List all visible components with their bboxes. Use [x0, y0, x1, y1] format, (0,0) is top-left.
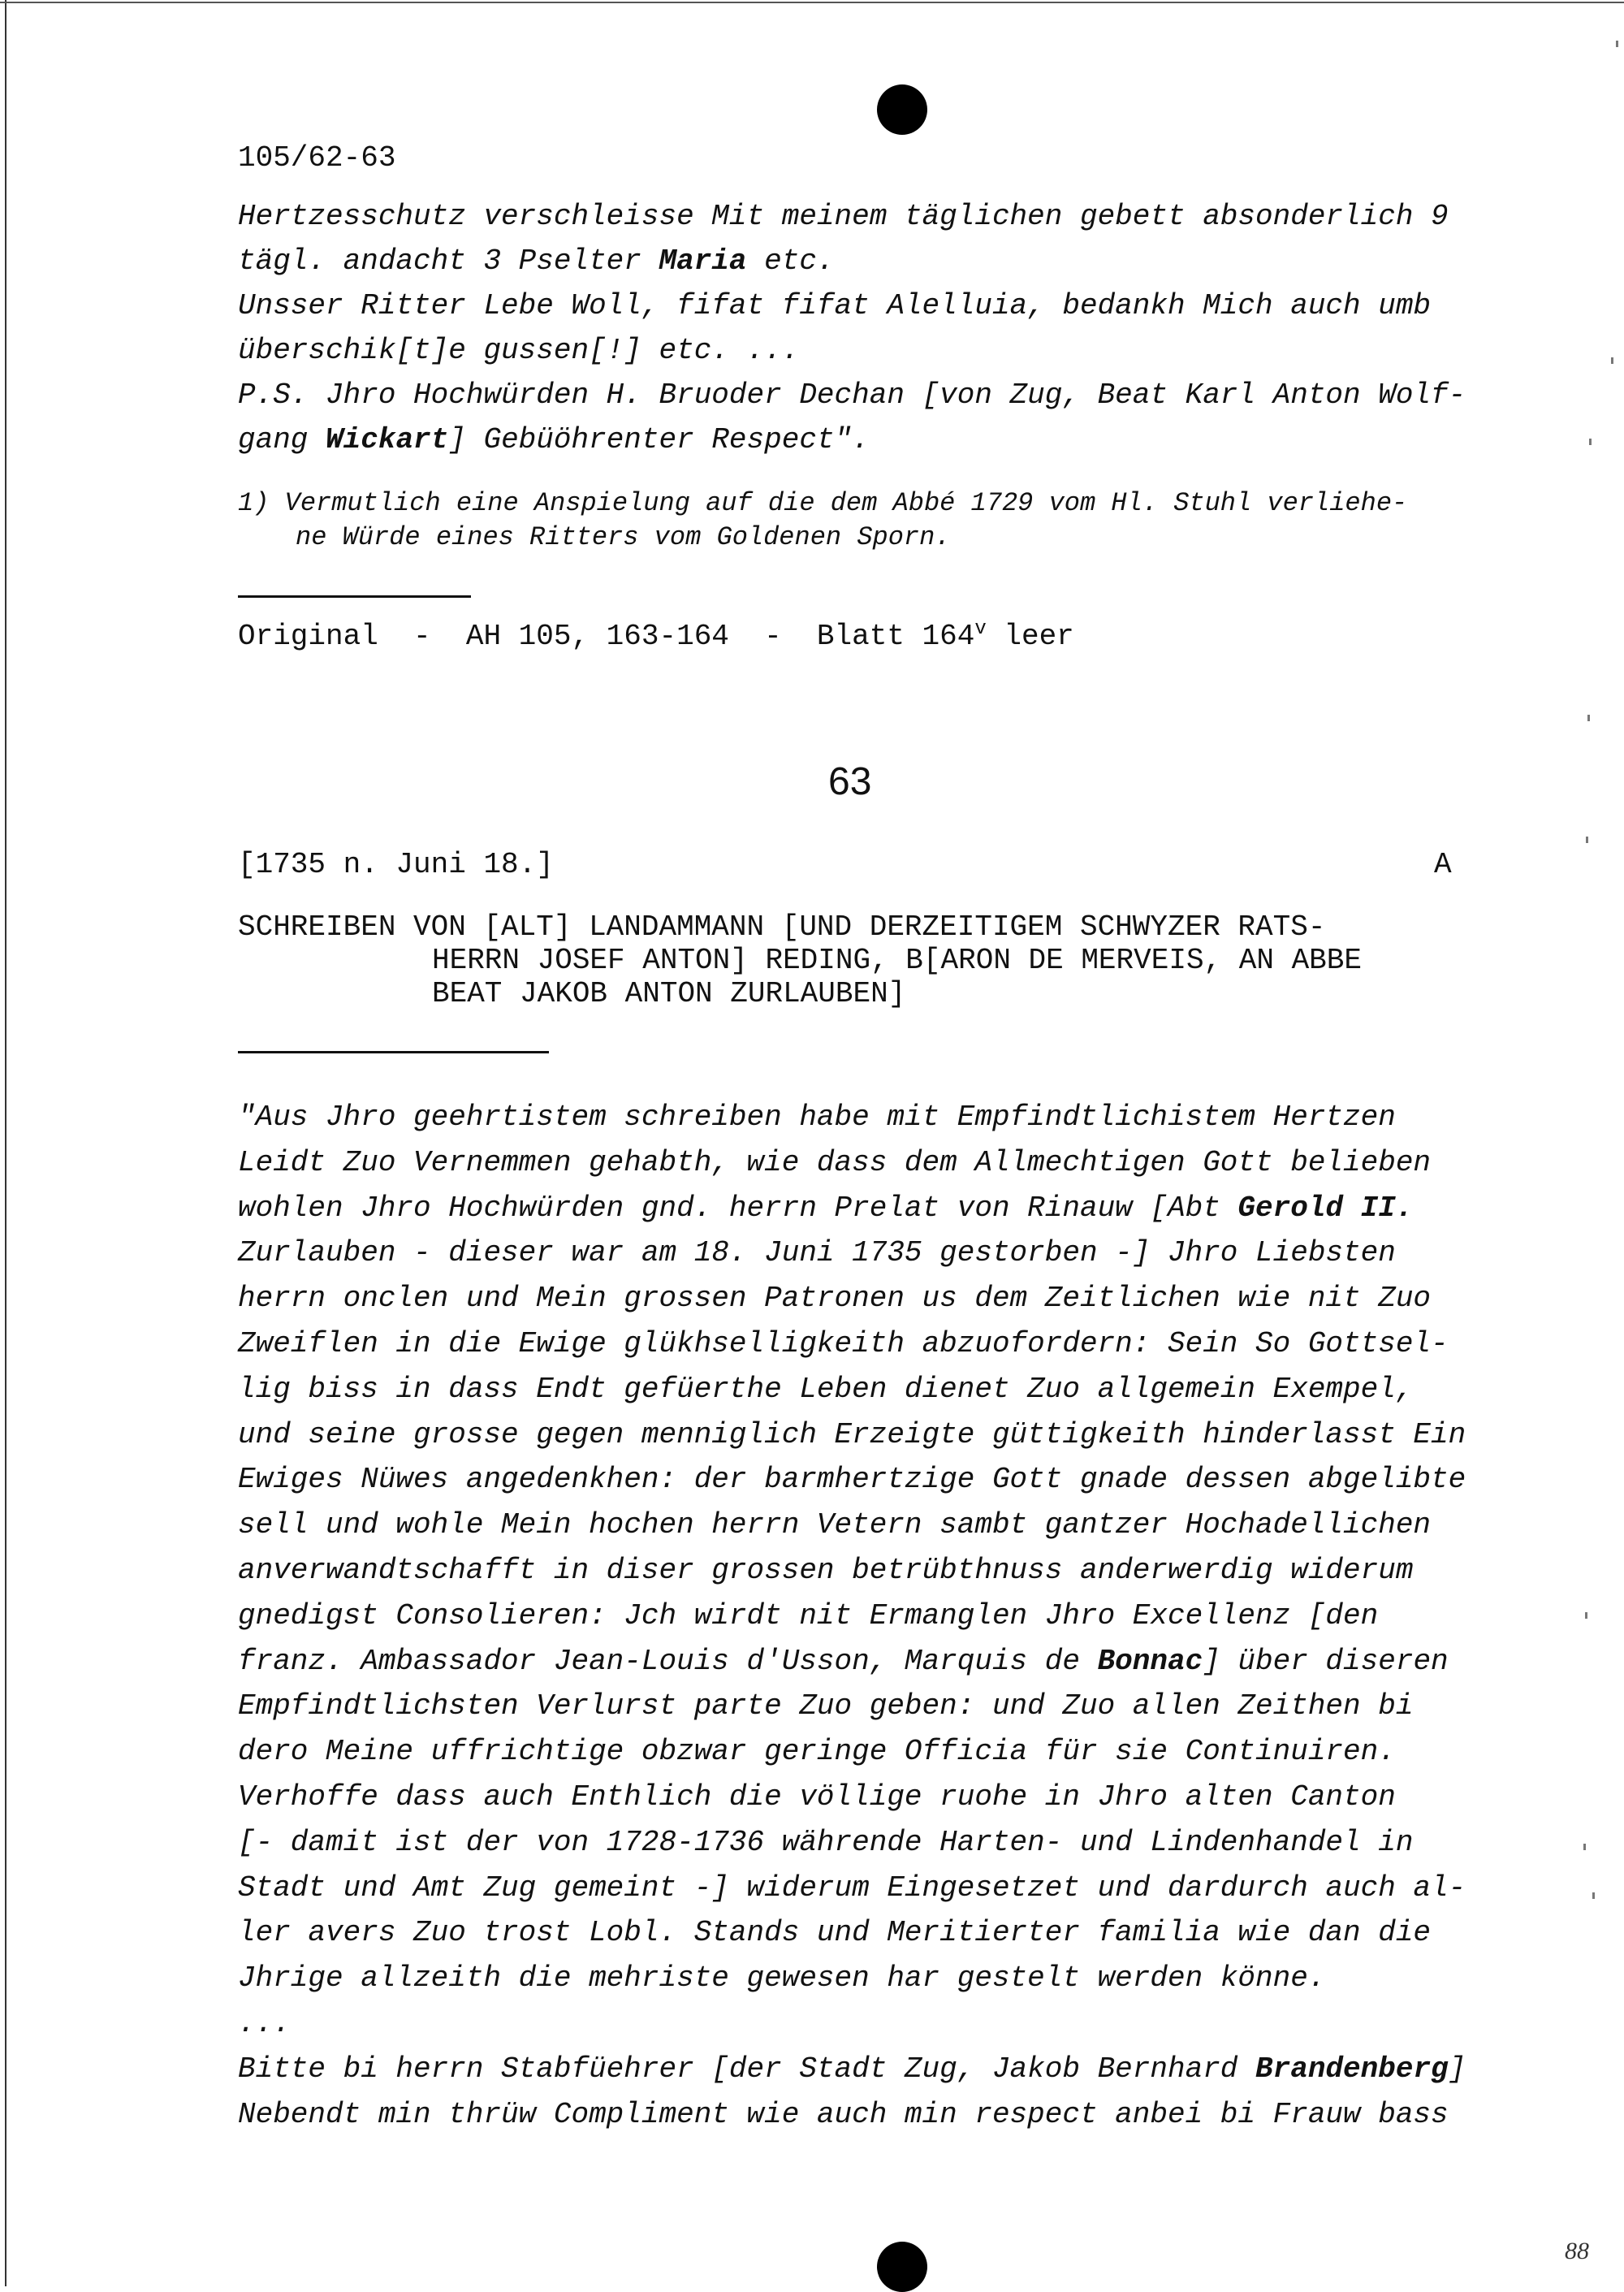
previous-letter-line-2 [238, 244, 835, 278]
text-span: ] über diseren [1203, 1644, 1449, 1678]
text-span: und seine grosse gegen menniglich Erzeigte güttigkeith hinderlasst Ein [238, 1417, 1466, 1451]
body-line-13 [238, 1645, 1449, 1678]
scan-speck [1587, 715, 1590, 721]
body-line-1 [238, 1101, 1396, 1134]
body-line-12 [238, 1599, 1378, 1633]
body-line-23 [238, 2098, 1449, 2131]
text-span: ... [238, 2007, 291, 2040]
scan-speck [1585, 1612, 1587, 1619]
body-line-11 [238, 1554, 1413, 1587]
document-date: [1735 n. Juni 18.] [238, 848, 554, 881]
body-line-18 [238, 1871, 1466, 1905]
punch-hole-bottom [877, 2242, 927, 2292]
body-line-21 [238, 2007, 291, 2040]
scan-speck [1583, 1844, 1586, 1850]
text-span: ] Gebüöhrenter Respect". [448, 423, 870, 456]
scan-speck [1592, 1892, 1595, 1899]
text-span: ler avers Zuo trost Lobl. Stands und Meritierter familia wie dan die [238, 1916, 1432, 1950]
page-edge-top [0, 2, 1624, 3]
text-span: Hertzesschutz verschleisse Mit meinem täglichen gebett absonderlich 9 [238, 200, 1449, 233]
body-line-7 [238, 1373, 1413, 1406]
previous-letter-line-4 [238, 334, 799, 367]
text-span: Ewiges Nüwes angedenkhen: der barmhertzige Gott gnade dessen abgelibte [238, 1463, 1466, 1497]
original-reference-tail: leer [986, 620, 1074, 653]
text-span: "Aus Jhro geehrtistem schreiben habe mit Empfindtlichistem Hertzen [238, 1101, 1396, 1134]
body-line-22 [238, 2052, 1466, 2086]
text-span: Verhoffe dass auch Enthlich die völlige ruohe in Jhro alten Canton [238, 1780, 1396, 1814]
footnote-rule [238, 595, 471, 598]
text-span: Stadt und Amt Zug gemeint -] widerum Eingesetzet und dardurch auch al- [238, 1870, 1466, 1905]
body-line-15 [238, 1735, 1396, 1768]
body-line-9 [238, 1463, 1466, 1496]
text-span: Nebendt min thrüw Compliment wie auch min respect anbei bi Frauw bass [238, 2097, 1449, 2131]
text-span: [- damit ist der von 1728-1736 währende Harten- und Lindenhandel in [238, 1825, 1414, 1859]
body-line-5 [238, 1282, 1431, 1315]
handwritten-mark: 88 [1565, 2238, 1589, 2264]
punch-hole-top [877, 84, 927, 135]
text-span: Empfindtlichsten Verlurst parte Zuo geben: und Zuo allen Zeithen bi [238, 1689, 1414, 1723]
body-line-10 [238, 1508, 1431, 1542]
bold-name: Wickart [326, 423, 449, 456]
title-line-2: HERRN JOSEF ANTON] REDING, B[ARON DE MERVEIS, AN ABBE [432, 944, 1362, 977]
text-span: franz. Ambassador Jean-Louis d'Usson, Marquis de [238, 1644, 1098, 1678]
body-line-6 [238, 1327, 1449, 1360]
previous-letter-line-3 [238, 289, 1431, 322]
page-edge-left [5, 0, 6, 2286]
scan-speck [1586, 837, 1588, 843]
text-span: Unsser Ritter Lebe Woll, fifat fifat Alelluia, bedankh Mich auch umb [238, 289, 1432, 322]
text-span: gang [238, 423, 326, 456]
text-span: gnedigst Consolieren: Jch wirdt nit Ermanglen Jhro Excellenz [den [238, 1598, 1379, 1633]
body-line-20 [238, 1961, 1325, 1995]
text-span: lig biss in dass Endt gefüerthe Leben dienet Zuo allgemein Exempel, [238, 1372, 1414, 1406]
text-span: anverwandtschafft in diser grossen betrübthnuss anderwerdig widerum [238, 1554, 1414, 1587]
scan-speck [1616, 41, 1618, 47]
text-span: Zweiflen in die Ewige glükhselligkeith abzuofordern: Sein So Gottsel- [238, 1327, 1449, 1360]
text-span: Leidt Zuo Vernemmen gehabth, wie dass dem Allmechtigen Gott belieben [238, 1145, 1432, 1179]
original-reference-label: Original - AH 105, 163-164 - Blatt 164 [238, 620, 975, 653]
body-line-4 [238, 1236, 1396, 1269]
text-span: wohlen Jhro Hochwürden gnd. herrn Prelat von Rinauw [Abt [238, 1191, 1238, 1225]
title-line-1: SCHREIBEN VON [ALT] LANDAMMANN [UND DERZEITIGEM SCHWYZER RATS- [238, 910, 1326, 944]
previous-letter-line-6 [238, 423, 870, 456]
document-number: 63 [828, 760, 872, 803]
previous-letter-line-5 [238, 378, 1466, 412]
scan-speck [1589, 439, 1592, 445]
document-letter: A [1434, 848, 1452, 881]
title-rule [238, 1051, 549, 1053]
text-span: dero Meine uffrichtige obzwar geringe Officia für sie Continuiren. [238, 1735, 1396, 1769]
text-span: tägl. andacht 3 Pselter [238, 244, 659, 278]
body-line-16 [238, 1780, 1396, 1814]
text-span: sell und wohle Mein hochen herrn Vetern sambt gantzer Hochadellichen [238, 1508, 1432, 1542]
title-line-3: BEAT JAKOB ANTON ZURLAUBEN] [432, 977, 906, 1010]
text-span: Bitte bi herrn Stabfüehrer [der Stadt Zug, Jakob Bernhard [238, 2052, 1256, 2086]
footnote-line-2: ne Würde eines Ritters vom Goldenen Sporn. [296, 522, 951, 552]
original-reference-sup: v [974, 618, 987, 640]
text-span: Zurlauben - dieser war am 18. Juni 1735 gestorben -] Jhro Liebsten [238, 1236, 1396, 1270]
footnote-line-1: 1) Vermutlich eine Anspielung auf die dem Abbé 1729 vom Hl. Stuhl verliehe- [238, 488, 1408, 518]
scan-speck [1611, 357, 1613, 364]
body-line-3 [238, 1191, 1413, 1225]
body-line-2 [238, 1146, 1431, 1179]
bold-name: Maria [659, 244, 747, 278]
bold-name: Bonnac [1097, 1644, 1203, 1678]
body-line-17 [238, 1826, 1413, 1859]
original-reference [238, 620, 1074, 653]
text-span: P.S. Jhro Hochwürden H. Bruoder Dechan [von Zug, Beat Karl Anton Wolf- [238, 378, 1466, 412]
text-span: ] [1448, 2052, 1466, 2086]
body-line-14 [238, 1689, 1413, 1723]
text-span: herrn onclen und Mein grossen Patronen us dem Zeitlichen wie nit Zuo [238, 1282, 1432, 1316]
text-span: Jhrige allzeith die mehriste gewesen har gestelt werden könne. [238, 1961, 1326, 1996]
body-line-19 [238, 1916, 1431, 1949]
text-span: überschik[t]e gussen[!] etc. ... [238, 334, 800, 367]
bold-name: Brandenberg [1255, 2052, 1449, 2086]
previous-letter-line-1 [238, 200, 1449, 233]
body-line-8 [238, 1418, 1466, 1451]
text-span: etc. [746, 244, 835, 278]
page-reference: 105/62-63 [238, 141, 396, 175]
bold-name: Gerold II. [1237, 1191, 1414, 1225]
